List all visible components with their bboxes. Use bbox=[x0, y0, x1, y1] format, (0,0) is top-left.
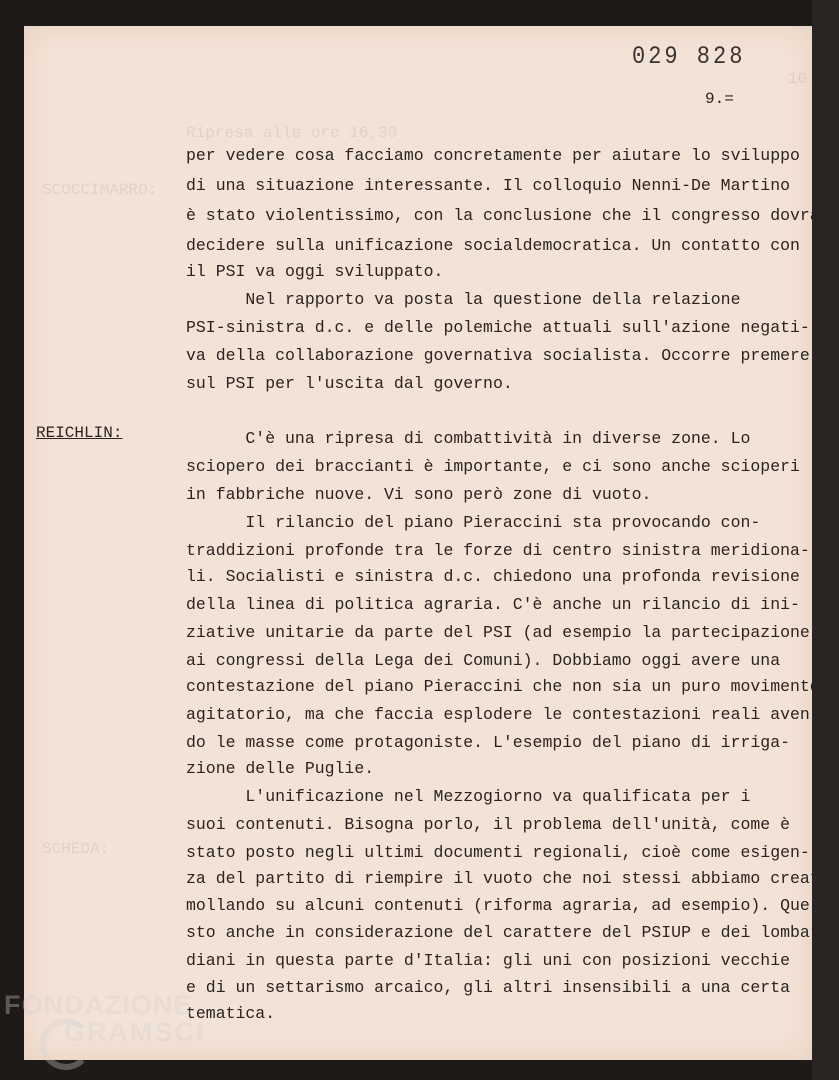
body-line: za del partito di riempire il vuoto che noi stessi abbiamo creato bbox=[186, 869, 830, 888]
watermark-line-2: GRAMSCI bbox=[64, 1017, 206, 1047]
ghost-speaker-2: SCHEDA: bbox=[42, 840, 110, 858]
body-line: stato posto negli ultimi documenti regionali, cioè come esigen- bbox=[186, 843, 810, 862]
fondazione-gramsci-watermark bbox=[4, 990, 206, 1048]
watermark-line-1: FONDAZIONE bbox=[4, 990, 193, 1020]
body-line: diani in questa parte d'Italia: gli uni con posizioni vecchie bbox=[186, 951, 790, 970]
body-line: di una situazione interessante. Il colloquio Nenni-De Martino bbox=[186, 176, 790, 195]
body-line: ziative unitarie da parte del PSI (ad esempio la partecipazione bbox=[186, 623, 810, 642]
body-line: il PSI va oggi sviluppato. bbox=[186, 262, 444, 281]
body-line: zione delle Puglie. bbox=[186, 759, 375, 778]
body-line: do le masse come protagoniste. L'esempio del piano di irriga- bbox=[186, 733, 790, 752]
body-line: Il rilancio del piano Pieraccini sta provocando con- bbox=[186, 513, 761, 532]
speaker-label: REICHLIN: bbox=[36, 424, 123, 442]
body-line: mollando su alcuni contenuti (riforma agraria, ad esempio). Que- bbox=[186, 896, 820, 915]
page-number: 9.= bbox=[705, 90, 734, 108]
body-line: L'unificazione nel Mezzogiorno va qualificata per i bbox=[186, 787, 751, 806]
body-line: tematica. bbox=[186, 1004, 276, 1023]
body-line: ai congressi della Lega dei Comuni). Dobbiamo oggi avere una bbox=[186, 651, 781, 670]
scan-edge bbox=[812, 0, 839, 1080]
body-line: va della collaborazione governativa socialista. Occorre premere bbox=[186, 346, 810, 365]
body-line: è stato violentissimo, con la conclusione che il congresso dovrà bbox=[186, 206, 820, 225]
body-line: li. Socialisti e sinistra d.c. chiedono una profonda revisione bbox=[186, 567, 800, 586]
body-line: C'è una ripresa di combattività in diverse zone. Lo bbox=[186, 429, 751, 448]
ghost-speaker-1: SCOCCIMARRO: bbox=[42, 181, 158, 199]
watermark-logo-icon bbox=[40, 1018, 92, 1070]
body-line: e di un settarismo arcaico, gli altri insensibili a una certa bbox=[186, 978, 790, 997]
body-line: agitatorio, ma che faccia esplodere le contestazioni reali aven- bbox=[186, 705, 820, 724]
body-line: decidere sulla unificazione socialdemocratica. Un contatto con bbox=[186, 236, 800, 255]
body-line: in fabbriche nuove. Vi sono però zone di vuoto. bbox=[186, 485, 652, 504]
body-line: Nel rapporto va posta la questione della relazione bbox=[186, 290, 741, 309]
body-line: traddizioni profonde tra le forze di centro sinistra meridiona- bbox=[186, 541, 810, 560]
archive-number: 029 828 bbox=[632, 42, 746, 71]
ghost-heading: Ripresa alle ore 16,30 bbox=[186, 124, 398, 142]
body-line: sto anche in considerazione del carattere del PSIUP e dei lombar- bbox=[186, 923, 830, 942]
body-line: PSI-sinistra d.c. e delle polemiche attuali sull'azione negati- bbox=[186, 318, 810, 337]
ghost-page-number: 10. bbox=[788, 70, 817, 88]
body-line: contestazione del piano Pieraccini che non sia un puro movimento bbox=[186, 677, 820, 696]
body-line: per vedere cosa facciamo concretamente per aiutare lo sviluppo bbox=[186, 146, 800, 165]
body-line: sciopero dei braccianti è importante, e ci sono anche scioperi bbox=[186, 457, 800, 476]
body-line: suoi contenuti. Bisogna porlo, il problema dell'unità, come è bbox=[186, 815, 790, 834]
body-line: della linea di politica agraria. C'è anche un rilancio di ini- bbox=[186, 595, 800, 614]
body-line: sul PSI per l'uscita dal governo. bbox=[186, 374, 513, 393]
